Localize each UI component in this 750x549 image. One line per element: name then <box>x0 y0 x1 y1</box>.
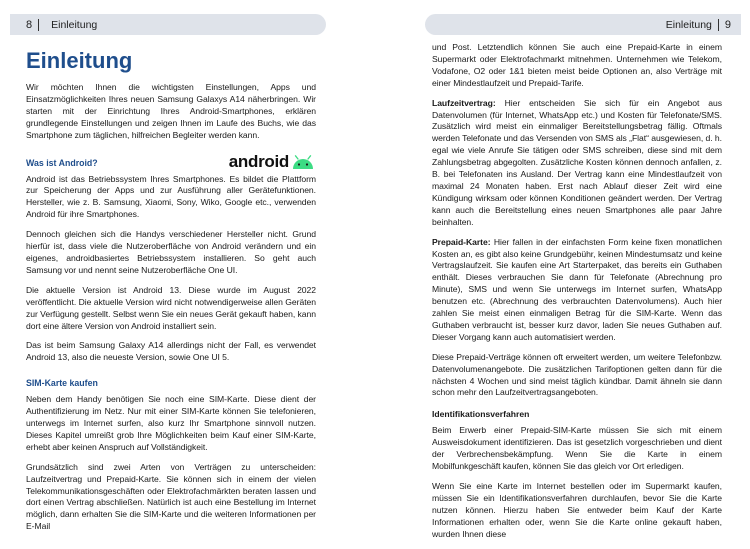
term-label: Prepaid-Karte: <box>432 236 491 247</box>
chapter-title: Einleitung <box>665 18 712 31</box>
android-logo <box>229 152 314 172</box>
sim-paragraph: Grundsätzlich sind zwei Arten von Verträgen zu unterscheiden: Laufzeitvertrag und Prepaid-Karte. Sie können sich in einem der vielen Telekommunikationsgeschäften oder Elektrofachmärkten beraten lassen und dort einen Vertrag abschließen. Natürlich ist auch eine Bestellung im Internet möglich, dann erhalten Sie die SIM-Karte und die weiteren Informationen per E-Mail <box>26 461 316 532</box>
left-column <box>26 42 316 541</box>
term-text: Hier fallen in der einfachsten Form keine fixen monatlichen Kosten an, es gibt also keine Grundgebühr, keinen Mindestumsatz und keine Vertragslaufzeit. Sie kaufen eine Art Starterpaket, das bereits ein Guthaben enthält. Dieses verbrauchen Sie dann für Telefonate (Abrechnung pro Minute), SMS und wenn Sie unterwegs im Internet surfen, WhatsApp benutzen etc. (Abrechnung des verbrauchten Datenvolumens). Auch hier zahlen Sie meist einen einmaligen Betrag für die SIM-Karte. Wenn das Guthaben verbraucht ist, besser kurz davor, laden Sie neues Guthaben auf. Dieser Vorgang kann auch automatisiert werden. <box>432 236 722 342</box>
android-paragraph: Die aktuelle Version ist Android 13. Diese wurde im August 2022 veröffentlicht. Die aktuelle Version wird nicht notwendigerweise allen Geräten zur Verfügung gestellt. Selbst wenn Sie ein neues Gerät gekauft haben, kann dort eine ältere Version von Android installiert sein. <box>26 284 316 331</box>
term-label: Laufzeitvertrag: <box>432 97 496 108</box>
right-page <box>375 0 750 539</box>
running-header-left <box>10 14 326 35</box>
sim-paragraph: Neben dem Handy benötigen Sie noch eine SIM-Karte. Diese dient der Authentifizierung im Netz. Nur mit einer SIM-Karte können Sie telefonieren, unterwegs im Internet surfen, also kurz Ihr Smartphone sinnvoll nutzen. Dieses Kapitel umreißt grob Ihre Möglichkeiten beim Kauf einer SIM-Karte, erhebt aber keinen Anspruch auf Vollständigkeit. <box>26 394 316 452</box>
page-number: 9 <box>718 19 741 31</box>
right-column <box>432 42 722 549</box>
identification-paragraph: Wenn Sie eine Karte im Internet bestellen oder im Supermarkt kaufen, müssen Sie ein Identifikationsverfahren durchlaufen, bevor Sie die Karte nutzen können. Hierzu haben Sie entweder beim Kauf der Karte Informationen erhalten oder, wenn Sie die Karte online gekauft haben, wurden Ihnen diese <box>432 481 722 539</box>
left-page <box>0 0 375 532</box>
term-text: Hier entscheiden Sie sich für ein Angebot aus Datenvolumen (für Internet, WhatsApp etc.) und Kosten für Telefonate/SMS. Zusätzlich wird meist ein einmaliger Bereitstellungsbetrag fällig. Oftmals werden Telefonate und das Versenden von SMS als „Flat“ ausgewiesen, d. h. egal wie viele Anrufe Sie tätigen oder SMS schreiben, diese sind mit dem Zahlungsbetrag abgegolten. Zusätzliche Kosten können dennoch anfallen, z. B. bei Telefonaten ins Ausland. Der Vertrag kann eine Mindestlaufzeit von maximal 24 Monaten haben. Erst nach Ablauf dieser Zeit wird eine Kündigung wirksam oder können Konditionen geändert werden. Der Vertrag kann auch die Bereitstellung eines neuen Smartphones alle paar Jahre beinhalten. <box>432 97 722 227</box>
page-number: 8 <box>10 19 39 31</box>
android-paragraph: Das ist beim Samsung Galaxy A14 allerdings nicht der Fall, es verwendet Android 13, also die neueste Version, sowie One UI 5. <box>26 340 316 363</box>
page-title: Einleitung <box>26 48 133 73</box>
android-paragraph: Dennoch gleichen sich die Handys verschiedener Hersteller nicht. Grund hierfür ist, dass viele die Nutzeroberfläche von Android verändern und ein eigenes, androidbasiertes Betriebssystem installieren. So geht auch Samsung vor und nennt seine Nutzeroberfläche One UI. <box>26 229 316 275</box>
bugdroid-icon <box>292 155 314 169</box>
section-heading: SIM-Karte kaufen <box>26 378 98 389</box>
android-paragraph: Android ist das Betriebssystem Ihres Smartphones. Es bildet die Plattform zur Speicherung der Apps und zur Ausführung aller Gerätefunktionen. Hersteller, wie z. B. Samsung, Xiaomi, Sony, Wiko, Google etc., verwenden Android für ihre Smartphones. <box>26 173 316 220</box>
section-heading: Was ist Android? <box>26 157 98 168</box>
android-wordmark: android <box>228 151 289 171</box>
prepaid-paragraph <box>432 237 722 344</box>
running-header-right <box>425 14 741 35</box>
continuation-paragraph: und Post. Letztendlich können Sie auch eine Prepaid-Karte in einem Supermarkt oder Elektrofachmarkt mitnehmen. Unternehmen wie Telekom, Vodafone, O2 oder 1&1 bieten meist beide Optionen an, also Verträge mit einer Mindestlaufzeit und Prepaid-Tarife. <box>432 42 722 88</box>
subsection-heading: Identifikationsverfahren <box>432 409 530 420</box>
android-section-header <box>26 152 316 172</box>
intro-paragraph: Wir möchten Ihnen die wichtigsten Einstellungen, Apps und Einsatzmöglichkeiten Ihres neuen Samsung Galaxys A14 näherbringen. Wir starten mit der Einrichtung Ihres Android-Smartphones, erklären grundlegende Einstellungen und zeigen Ihnen im Laufe des Buchs, wie das Smartphone zum täglichen, hilfreichen Begleiter werden kann. <box>26 82 316 140</box>
laufzeit-paragraph <box>432 98 722 229</box>
prepaid-followup-paragraph: Diese Prepaid-Verträge können oft erweitert werden, um weitere Telefonbzw. Datenvolumenangebote. Die zusätzlichen Tarifoptionen gelten dann für die nächsten 4 Wochen und sind meist täglich kündbar. Damit ähneln sie dann schon mehr den Laufzeitvertragsangeboten. <box>432 351 722 398</box>
identification-paragraph: Beim Erwerb einer Prepaid-SIM-Karte müssen Sie sich mit einem Ausweisdokument identifizieren. Das ist gesetzlich vorgeschrieben und dient der Verbrechensbekämpfung. Wenn Sie die Karte in einem Mobilfunkgeschäft kaufen, können Sie das gleich vor Ort erledigen. <box>432 425 722 472</box>
chapter-title: Einleitung <box>51 18 98 31</box>
